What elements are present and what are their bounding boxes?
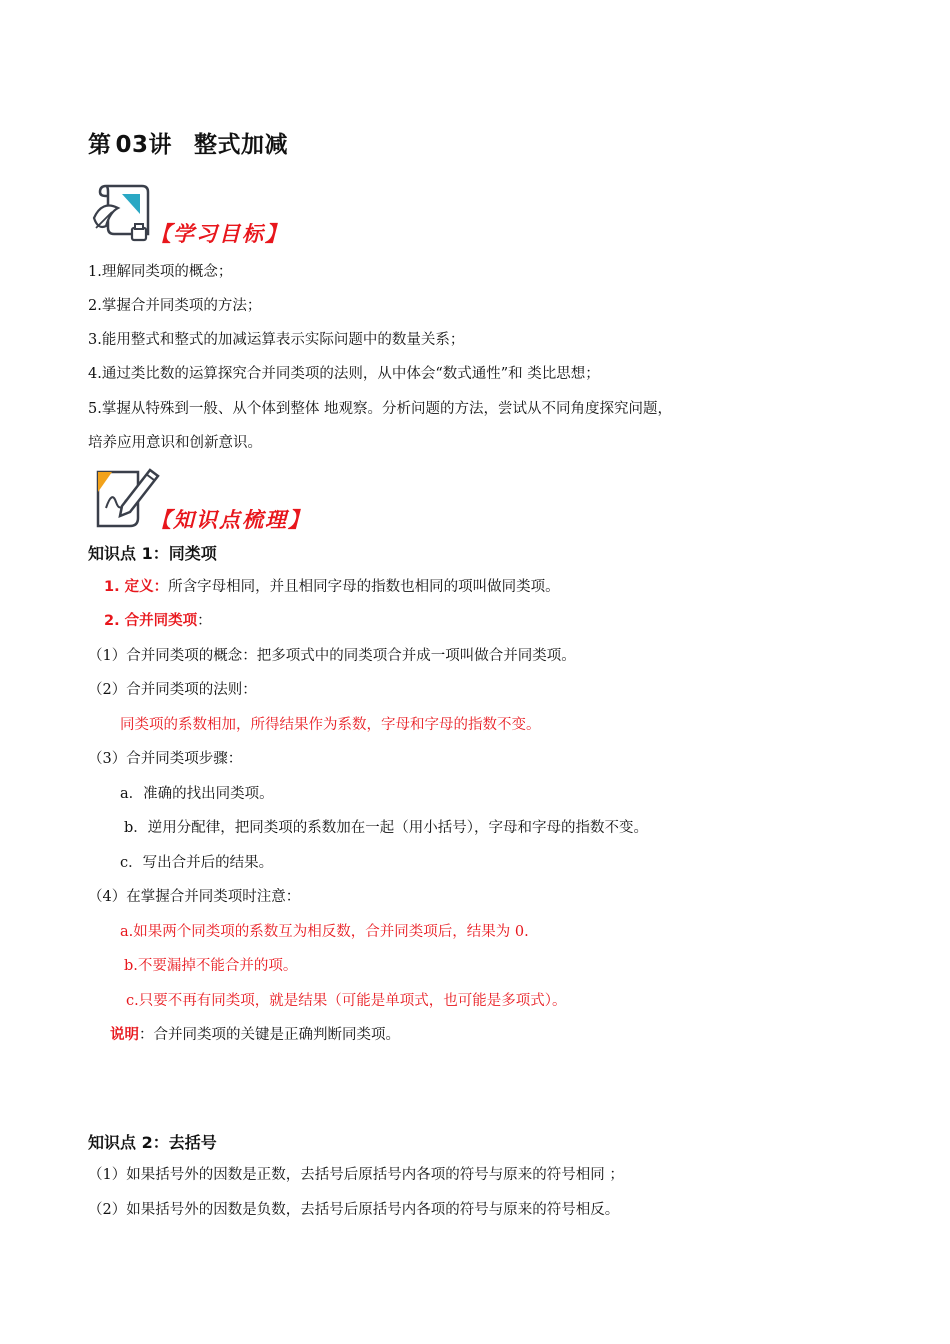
definition-text: 所含字母相同，并且相同字母的指数也相同的项叫做同类项。 xyxy=(168,579,560,595)
kp1-item-2: （2）合并同类项的法则： xyxy=(88,682,257,698)
title-unit: 讲 xyxy=(148,132,173,158)
objective-item: 5.掌握从特殊到一般、从个体到整体 地观察。分析问题的方法，尝试从不同角度探究问题， xyxy=(88,401,672,417)
kp1-definition: 1. 定义：所含字母相同，并且相同字母的指数也相同的项叫做同类项。 xyxy=(104,579,560,595)
kp1-merge-heading: 2. 合并同类项： xyxy=(104,613,212,629)
step-b: b．逆用分配律，把同类项的系数加在一起（用小括号），字母和字母的指数不变。 xyxy=(124,820,649,836)
step-a: a．准确的找出同类项。 xyxy=(120,786,274,802)
kp1-item-4: （4）在掌握合并同类项时注意： xyxy=(88,889,301,905)
objective-item: 2.掌握合并同类项的方法； xyxy=(88,298,262,314)
kp1-item-1: （1）合并同类项的概念：把多项式中的同类项合并成一项叫做合并同类项。 xyxy=(88,648,576,664)
scroll-quill-ink-icon xyxy=(88,178,154,244)
title-number: 03 xyxy=(115,132,149,158)
kp1-heading: 知识点 1：同类项 xyxy=(88,544,217,563)
kp2-item-1: （1）如果括号外的因数是正数，去括号后原括号内各项的符号与原来的符号相同 ； xyxy=(88,1167,624,1183)
objectives-banner: 【学习目标】 xyxy=(150,221,288,246)
note-a: a.如果两个同类项的系数互为相反数，合并同类项后，结果为 0. xyxy=(120,924,529,940)
knowledge-banner: 【知识点梳理】 xyxy=(150,507,311,532)
kp1-explanation: 说明：合并同类项的关键是正确判断同类项。 xyxy=(110,1027,400,1043)
objective-item: 1.理解同类项的概念； xyxy=(88,264,233,280)
definition-label: 1. 定义 xyxy=(104,579,154,595)
objective-item: 3.能用整式和整式的加减运算表示实际问题中的数量关系； xyxy=(88,332,465,348)
title-topic: 整式加减 xyxy=(194,132,289,158)
step-c: c．写出合并后的结果。 xyxy=(120,855,274,871)
objective-item: 培养应用意识和创新意识。 xyxy=(88,435,262,451)
note-b: b.不要漏掉不能合并的项。 xyxy=(124,958,298,974)
title-lecture: 第 xyxy=(88,132,112,158)
note-c: c.只要不再有同类项，就是结果（可能是单项式，也可能是多项式）。 xyxy=(126,993,567,1009)
merge-rule: 同类项的系数相加，所得结果作为系数，字母和字母的指数不变。 xyxy=(120,717,541,733)
explain-label: 说明 xyxy=(110,1027,139,1043)
kp2-heading: 知识点 2：去括号 xyxy=(88,1133,217,1152)
kp2-item-2: （2）如果括号外的因数是负数，去括号后原括号内各项的符号与原来的符号相反。 xyxy=(88,1202,620,1218)
explain-text: 合并同类项的关键是正确判断同类项。 xyxy=(153,1027,400,1043)
merge-label: 2. 合并同类项 xyxy=(104,613,198,629)
page-title xyxy=(88,126,288,159)
kp1-item-3: （3）合并同类项步骤： xyxy=(88,751,243,767)
objective-item: 4.通过类比数的运算探究合并同类项的法则，从中体会“数式通性”和 类比思想； xyxy=(88,366,600,382)
